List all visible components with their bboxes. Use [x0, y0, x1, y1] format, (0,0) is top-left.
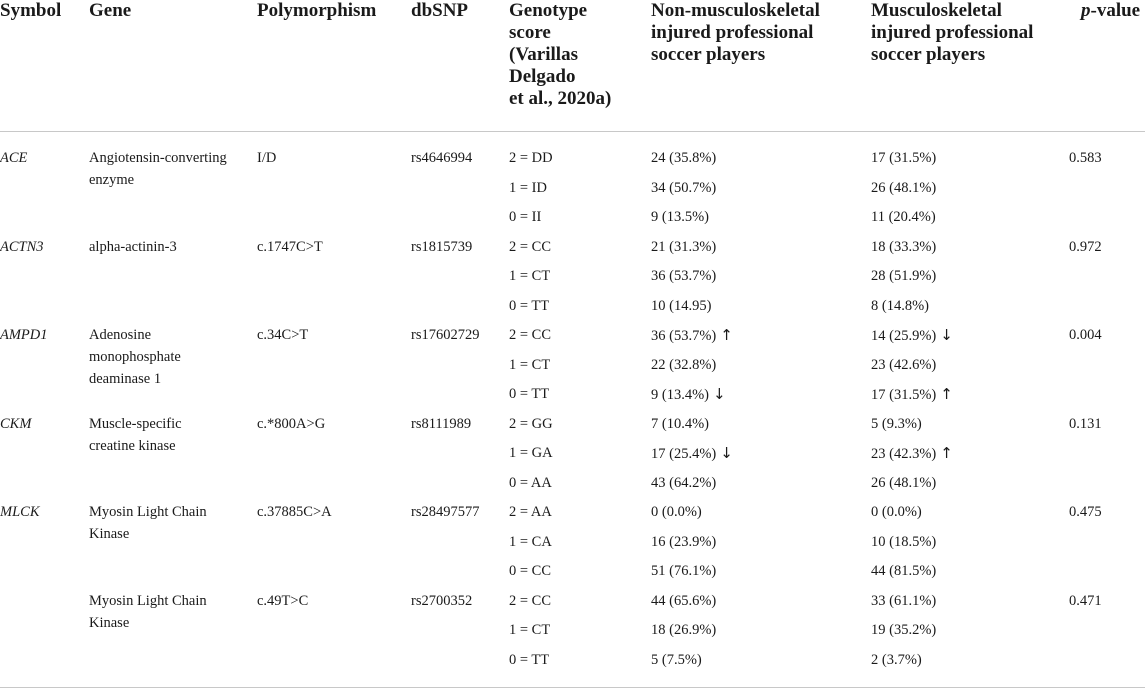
genotype-score: 0 = II — [509, 209, 542, 225]
genotype-score: 0 = TT — [509, 651, 550, 668]
injured-count — [871, 619, 936, 641]
p-value: 0.972 — [1069, 238, 1102, 255]
injured-value: 17 (31.5%) — [871, 387, 937, 403]
injured-count — [871, 413, 922, 435]
injured-value: 26 (48.1%) — [871, 179, 937, 196]
injured-count — [871, 649, 922, 671]
non-injured-value: 7 (10.4%) — [651, 415, 709, 432]
non-injured-count — [651, 236, 716, 258]
non-injured-value: 10 (14.95) — [651, 297, 712, 314]
arrow-up-icon: ↑ — [940, 444, 953, 462]
arrow-down-icon: ↓ — [713, 385, 726, 403]
non-injured-count — [651, 354, 716, 376]
p-value: 0.471 — [1069, 592, 1102, 609]
non-injured-count — [651, 177, 716, 199]
arrow-down-icon: ↓ — [940, 326, 953, 344]
genotype-score: 2 = DD — [509, 150, 553, 166]
non-injured-count — [651, 649, 702, 671]
gene-name: Angiotensin-converting enzyme — [89, 150, 227, 188]
header-genotype-line: et al., 2020a) — [509, 88, 612, 109]
header-injured-line: injured professional — [871, 22, 1034, 43]
injured-value: 19 (35.2%) — [871, 622, 937, 638]
header-non-injured-line: injured professional — [651, 22, 814, 43]
non-injured-value: 34 (50.7%) — [651, 179, 717, 196]
polymorphism: c.34C>T — [257, 327, 309, 343]
gene-symbol: MLCK — [0, 504, 40, 520]
non-injured-count — [651, 383, 726, 406]
arrow-up-icon: ↑ — [720, 326, 733, 344]
gene-symbol: AMPD1 — [0, 327, 48, 343]
header-polymorphism: Polymorphism — [257, 0, 377, 21]
injured-value: 8 (14.8%) — [871, 297, 929, 314]
injured-count — [871, 472, 936, 494]
header-injured-line: Musculoskeletal — [871, 0, 1002, 21]
p-value: 0.131 — [1069, 415, 1102, 432]
non-injured-count — [651, 442, 733, 465]
injured-value: 5 (9.3%) — [871, 415, 922, 432]
header-injured — [871, 0, 1033, 66]
non-injured-count — [651, 413, 709, 435]
injured-count — [871, 147, 936, 169]
injured-value: 44 (81.5%) — [871, 563, 937, 579]
polymorphism: c.*800A>G — [257, 415, 326, 432]
polymorphism: c.49T>C — [257, 592, 309, 609]
non-injured-value: 51 (76.1%) — [651, 563, 717, 579]
non-injured-value: 18 (26.9%) — [651, 622, 717, 638]
injured-count — [871, 354, 936, 376]
non-injured-value: 22 (32.8%) — [651, 356, 717, 373]
injured-count — [871, 177, 936, 199]
injured-count — [871, 383, 953, 406]
injured-value: 17 (31.5%) — [871, 150, 937, 166]
header-genotype-line: score — [509, 22, 551, 43]
non-injured-count — [651, 147, 716, 169]
genotype-score: 2 = CC — [509, 327, 552, 343]
genotype-score: 0 = CC — [509, 563, 552, 579]
genotype-score: 2 = CC — [509, 592, 552, 609]
gene-name: Muscle-specific creatine kinase — [89, 415, 182, 454]
header-gene: Gene — [89, 0, 132, 21]
injured-value: 26 (48.1%) — [871, 474, 937, 491]
p-value: 0.475 — [1069, 504, 1102, 520]
header-non-injured-line: Non-musculoskeletal — [651, 0, 820, 21]
header-genotype-line: Genotype — [509, 0, 588, 21]
header-genotype-line: Delgado — [509, 66, 576, 87]
non-injured-count — [651, 619, 716, 641]
non-injured-count — [651, 295, 711, 317]
non-injured-value: 36 (53.7%) — [651, 328, 717, 344]
gene-symbol: CKM — [0, 415, 32, 432]
header-genotype-score — [509, 0, 611, 110]
injured-value: 23 (42.6%) — [871, 356, 937, 373]
non-injured-value: 36 (53.7%) — [651, 268, 717, 284]
injured-value: 0 (0.0%) — [871, 504, 922, 520]
injured-value: 28 (51.9%) — [871, 268, 937, 284]
non-injured-value: 5 (7.5%) — [651, 651, 702, 668]
dbsnp-id: rs8111989 — [411, 415, 472, 432]
gene-symbol: ACTN3 — [0, 238, 44, 255]
injured-value: 11 (20.4%) — [871, 209, 936, 225]
dbsnp-id: rs17602729 — [411, 327, 480, 343]
gene-name: Myosin Light Chain Kinase — [89, 592, 207, 631]
non-injured-value: 0 (0.0%) — [651, 504, 702, 520]
injured-value: 23 (42.3%) — [871, 446, 937, 462]
injured-value: 33 (61.1%) — [871, 592, 937, 609]
injured-value: 2 (3.7%) — [871, 651, 922, 668]
injured-count — [871, 324, 953, 347]
non-injured-value: 9 (13.5%) — [651, 209, 709, 225]
injured-count — [871, 442, 953, 465]
polymorphism: I/D — [257, 150, 277, 166]
arrow-down-icon: ↓ — [720, 444, 733, 462]
p-value: 0.004 — [1069, 327, 1102, 343]
non-injured-value: 16 (23.9%) — [651, 533, 717, 550]
header-non-injured — [651, 0, 820, 66]
injured-count — [871, 265, 936, 287]
gene-name: alpha-actinin-3 — [89, 238, 177, 255]
non-injured-value: 44 (65.6%) — [651, 592, 717, 609]
dbsnp-id: rs4646994 — [411, 150, 473, 166]
non-injured-value: 17 (25.4%) — [651, 446, 717, 462]
non-injured-count — [651, 265, 716, 287]
polymorphism: c.1747C>T — [257, 238, 323, 255]
gene-symbol: ACE — [0, 150, 28, 166]
injured-value: 10 (18.5%) — [871, 533, 937, 550]
injured-count — [871, 295, 929, 317]
injured-count — [871, 590, 936, 612]
genotype-score: 0 = TT — [509, 297, 550, 314]
non-injured-value: 21 (31.3%) — [651, 238, 717, 255]
genotype-score: 0 = TT — [509, 386, 550, 402]
non-injured-count — [651, 324, 733, 347]
non-injured-value: 9 (13.4%) — [651, 387, 709, 403]
injured-count — [871, 236, 936, 258]
non-injured-count — [651, 472, 716, 494]
genotype-score: 1 = CA — [509, 533, 552, 550]
header-pvalue-p: p — [1081, 0, 1091, 21]
non-injured-count — [651, 206, 709, 228]
non-injured-value: 24 (35.8%) — [651, 150, 717, 166]
genotype-score: 1 = CT — [509, 356, 551, 373]
non-injured-count — [651, 531, 716, 553]
non-injured-count — [651, 560, 716, 582]
polymorphism: c.37885C>A — [257, 504, 332, 520]
genotype-score: 1 = CT — [509, 268, 551, 284]
gene-name: Myosin Light Chain Kinase — [89, 504, 207, 542]
non-injured-value: 43 (64.2%) — [651, 474, 717, 491]
header-injured-line: soccer players — [871, 44, 986, 65]
genotype-score: 2 = CC — [509, 238, 552, 255]
header-symbol: Symbol — [0, 0, 62, 21]
injured-count — [871, 501, 922, 523]
header-non-injured-line: soccer players — [651, 44, 766, 65]
injured-count — [871, 531, 936, 553]
genotype-score: 1 = ID — [509, 179, 547, 196]
injured-count — [871, 206, 936, 228]
header-rule — [0, 131, 1145, 132]
genotype-score: 0 = AA — [509, 474, 552, 491]
genotype-score: 2 = GG — [509, 415, 553, 432]
genotype-score: 1 = CT — [509, 622, 551, 638]
header-pvalue-rest: -value — [1090, 0, 1141, 21]
genotype-score: 2 = AA — [509, 504, 552, 520]
non-injured-count — [651, 501, 702, 523]
non-injured-count — [651, 590, 716, 612]
genotype-score: 1 = GA — [509, 445, 553, 461]
arrow-up-icon: ↑ — [940, 385, 953, 403]
header-genotype-line: (Varillas — [509, 44, 578, 65]
gene-name: Adenosine monophosphate deaminase 1 — [89, 327, 181, 387]
header-dbsnp: dbSNP — [411, 0, 469, 21]
p-value: 0.583 — [1069, 150, 1102, 166]
dbsnp-id: rs2700352 — [411, 592, 473, 609]
header-pvalue — [1081, 0, 1140, 22]
dbsnp-id: rs1815739 — [411, 238, 473, 255]
injured-count — [871, 560, 936, 582]
injured-value: 18 (33.3%) — [871, 238, 937, 255]
injured-value: 14 (25.9%) — [871, 328, 937, 344]
dbsnp-id: rs28497577 — [411, 504, 480, 520]
